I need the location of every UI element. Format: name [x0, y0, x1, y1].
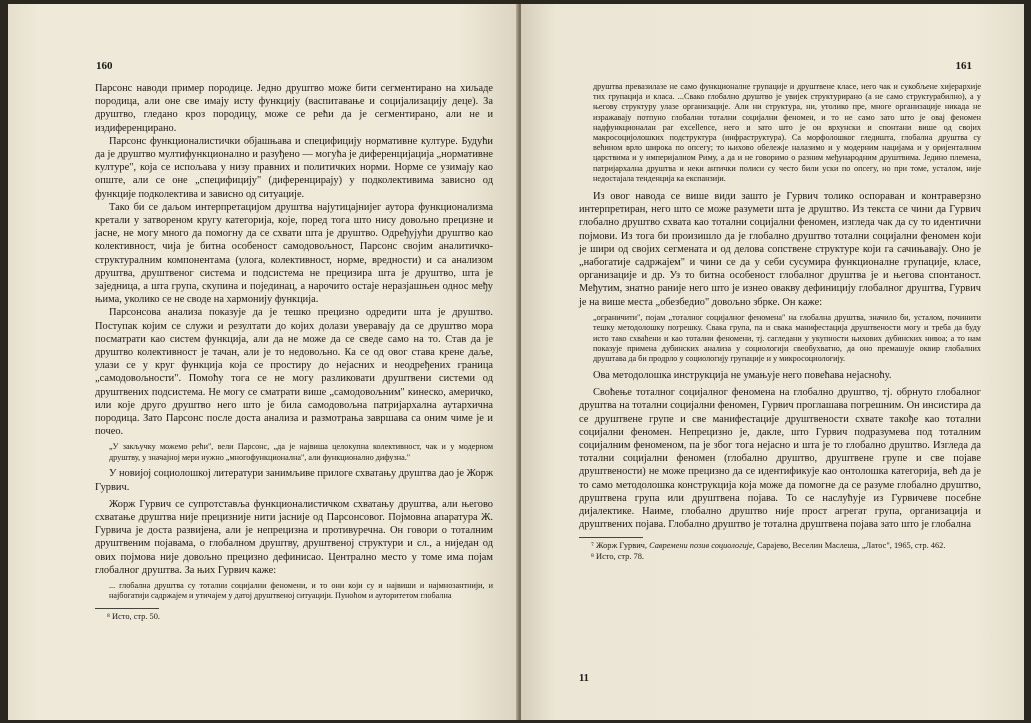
text-column	[95, 82, 493, 622]
footnote-text: Сарајево, Веселин Маслеша, „Латос", 1965, стр. 462.	[756, 541, 946, 551]
paragraph: Парсонсова анализа показује да је тешко прецизно одредити шта је друштво. Поступак којим се служи и резултати до којих долази уверавају да се друштво мора посматрати као систем функција, али да не може да се сведе само на то. Став да је друштво колективност је тачан, али је то недовољно. Ка се од овог става крене даље, улази се у круг функција која се простиру до нејасних и неодређених граница „самодовољности". Помоћу тога се не могу разликовати друштвени системи од друштвених подсистема. Не могу се сматрати више „самодовољним" кинеско, америчко, или које друго друштво него што је била самодовољна патријархална аутархична породица. Зато Парсонс после доста анализа и размотрања завршава са оним чиме је и почео.	[95, 307, 493, 438]
block-quote: друштва превазилазе не само функционалне групације и друштвене класе, него чак и сукобљене хијерархије тих групација и класа. ...Свако глобално друштво је увијек структурирано (а не само структурабилно), а у његову структуру улазе организације. Али ни структура, ни, утолико пре, многе организације никада не изражавају потпуно глобални тотални социјални феномен, и то не само зато што је овај феномен надфункционалан par excellence, него и зато што је он врхунски и спонтани више од својих макросоцијолошких подструктура (инфраструктура). Са морфолошког гледишта, глобална друштва су већином врло широка по опсегу; то њихово обележје налазимо и у модерним нацијама и у оријенталним царствима и у империјалном Риму, а да и не говоримо о разним међународним друштвима. Једино племена, патријархална друштва и неки антички полиси су често били уски по опсегу, но при томе, усталом, није недостајала тенденција ка експанзији.	[593, 82, 981, 183]
block-quote: „ограничити", појам „тоталног социјалног феномена" на глобална друштва, значило би, усталом, починити тешку методолошку погрешку. Свака група, па и свака манифестација друштвености могу и треба да буду исто тако схваћени и као тотални феномени, тј. сагледани у укупности њихових дубинских нивоа; а то нам показује примена дубинских анализа у социологији свеобухватно, да оно премашује оквир глобалних друштава да би продрло у социологију групације и у микросоциологију.	[593, 312, 981, 364]
paragraph: Своћење тоталног социјалног феномена на глобално друштво, тј. обрнуто глобалног друштва на тотални социјални феномен, Гурвич проглашава погрешним. Он инсистира да се друштвене групе и све манифестације друштвености схвате такође као тотални социјални феномен. Непрецизно је, дакле, што Гурвич подразумева под тоталним социјалним феноменом, па је због тога нејасно и шта је то глобално друштво. Изгледа да тотални социјални феномен (глобално друштво, друштвене групе и све појаве друштвености) не може прецизно да се идентификује као онтолошка категорија, већ да је то само методолошка конструкција која може да помогне да се разуме глобално друштво, друштвена група или друштвена појава. То се наслућује из Гурвичеве посебне дијалектике. Наиме, глобално друштво није прост агрегат група, организација и друштвених појава. Глобално друштво је тотална друштвена појава зато што је глобална	[579, 387, 981, 531]
footnote-marker: ⁷	[591, 541, 594, 551]
footnote-author: Жорж Гурвич,	[596, 541, 647, 551]
paragraph: Тако би се даљом интерпретацијом друштва најутицајнијег аутора функционализма кретали у затвореном кругу категорија, које, поред тога што нису довољно прецизне и јасне, не могу много да помогну да се схвати шта је друштво. Одређујући друштво као колективност, чија је битна особеност самодовољност, Парсонс својим аналитичко-структуралним компонентама (улога, колективност, норме, вредности) и са анализом друштва, друштвеног система и подсистема не прецизира шта је друштво, шта је заједница, а шта група, скупина и појединац, а нарочито остаје неразјашњен однос међу њима, уколико се не своде на хармонију функција.	[95, 201, 493, 306]
page-number: 160	[96, 60, 113, 72]
paragraph: Парсонс функционалистички објашњава и специфицију нормативне културе. Будући да је друштво мултифункционално и разуђено — могућа је диференцијација „нормативне културе", која се испољава у низу правних и политичких норми. Норме се узимају као опште, али се оне „специфицију" (диференцирају) у подколективима зависно од функције подколектива и зависно од ситуације.	[95, 135, 493, 200]
footnote-rule	[579, 537, 643, 538]
paragraph: Парсонс наводи пример породице. Једно друштво може бити сегментирано на хиљаде породица, али оне све имају исту функцију (васпитавање и социјализацију деце). За друштво, гледано кроз породицу, може се рећи да је сегментирано, али не и издиференцирано.	[95, 83, 493, 134]
footnote-rule	[95, 608, 159, 609]
left-page	[8, 4, 519, 720]
footnote	[95, 612, 493, 623]
block-quote: ... глобална друштва су тотални социјални феномени, и то они који су и највиши и најмнозантнији, и најбогатији садржајем и утичајем у датој друштвеној ситуацији. Пуноћом и ауторитетом глобална	[109, 580, 493, 601]
paragraph: Ова методолошка инструкција не умањује него повећава нејасноћу.	[593, 369, 892, 381]
right-page	[521, 4, 1024, 720]
footnote-marker: ⁸	[591, 551, 594, 561]
paragraph: У новијој социолошкој литератури занимљиве прилоге схватању друштва дао је Жорж Гурвич.	[95, 468, 493, 493]
footnote-text: Исто, стр. 78.	[596, 551, 645, 561]
paragraph: Жорж Гурвич се супротставља функционалистичком схватању друштва, али његово схватање друштва није прецизније нити јасније од Парсонсовог. Појмовна апаратура Ж. Гурвича је доста развијена, али је непрецизна и противуречна. Он говори о тоталним друштвеним појавама, о глобалном друштву, друштвеној структури и сл., а ниједан од ових појмова није довољно прецизно дефинисао. Централно место у томе има појам глобалног друштва. За њих Гурвич каже:	[95, 498, 493, 576]
page-number: 161	[955, 60, 972, 72]
footnote-marker: ⁸	[107, 611, 110, 621]
footnote-title: Савремени позив социологије,	[649, 541, 755, 551]
paragraph: Из овог навода се више види зашто је Гурвич толико оспораван и контраверзно интерпретиран, него што се може разумети шта је друштво. Из текста се чини да Гурвич глобално друштво схвата као тотални социјални феномен, изгледа чак да су то идентични појмови. Из тога би произишло да је глобално друштво тотални социјални феномен који је шири од својих сегмената и од делова сопствене структуре који га сачињавају. Оно је „набогатије садржајем" и чини се да у себи сусумира функционалне групације, класе, организације и др. Уз то битна особеност глобалног друштва је и његова спонтаност. Међутим, знатно раније него што је изнео овакву дефиницију глобалног друштва, Гурвич је на више места „обезбедио" довољно збрке. Он каже:	[579, 191, 981, 308]
footnote	[579, 552, 981, 563]
signature-mark: 11	[579, 673, 589, 684]
text-column	[579, 82, 981, 563]
footnote	[579, 541, 981, 552]
footnote-text: Исто, стр. 50.	[112, 611, 161, 621]
block-quote: „У закључку можемо рећи", вели Парсонс, „да је највиша целокупна колективност, чак и у модерном друштву, у значајној мери нужно „многофункционална", али функционално дифузна."	[109, 442, 493, 462]
